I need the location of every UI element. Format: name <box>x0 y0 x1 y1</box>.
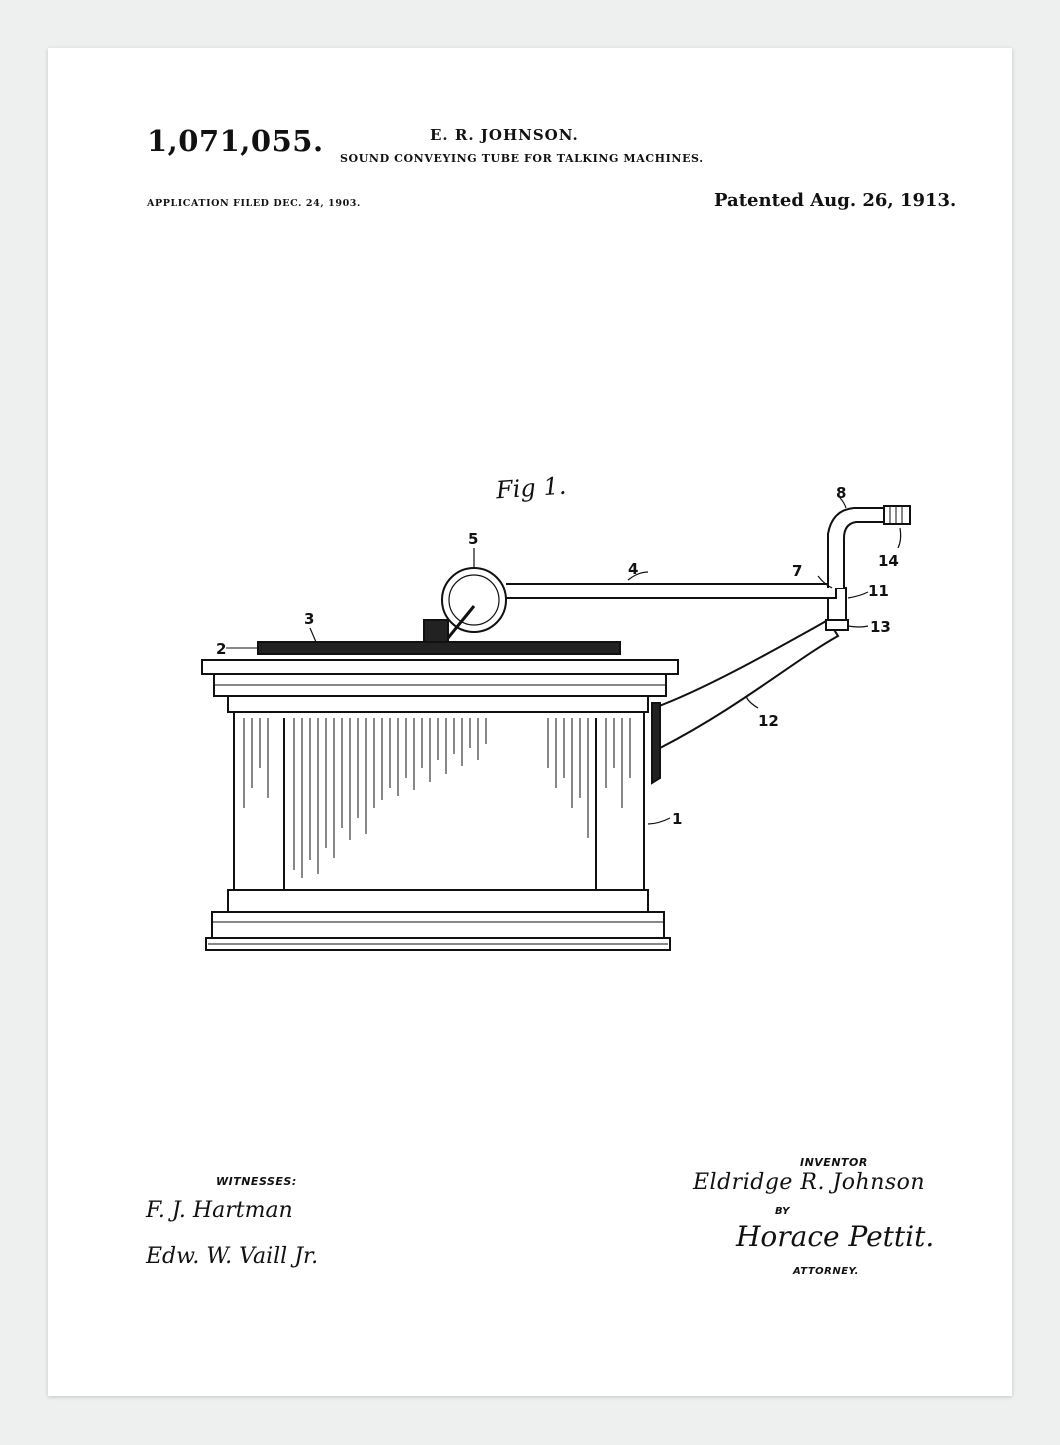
ref-numeral-11: 11 <box>868 582 889 600</box>
cabinet-body <box>234 712 644 890</box>
ref-numeral-2: 2 <box>216 640 227 658</box>
ref-numeral-13: 13 <box>870 618 891 636</box>
support-arm <box>654 620 838 748</box>
ref-numeral-4: 4 <box>628 560 639 578</box>
patent-number: 1,071,055. <box>147 124 324 158</box>
ref-numeral-5: 5 <box>468 530 479 548</box>
attorney-caption: ATTORNEY. <box>793 1266 859 1277</box>
ref-numeral-8: 8 <box>836 484 847 502</box>
ref-numeral-12: 12 <box>758 712 779 730</box>
ref-numeral-1: 1 <box>672 810 683 828</box>
inventor-heading: E. R. JOHNSON. <box>430 126 579 144</box>
application-filed: APPLICATION FILED DEC. 24, 1903. <box>147 198 361 209</box>
attorney-signature: Horace Pettit. <box>736 1220 935 1253</box>
by-caption: BY <box>775 1206 790 1217</box>
figure-label: Fig 1. <box>495 471 568 505</box>
witness-signature-1: F. J. Hartman <box>146 1198 293 1223</box>
inventor-signature: Eldridge R. Johnson <box>693 1170 926 1195</box>
inventor-caption: INVENTOR <box>800 1156 868 1169</box>
patent-sheet <box>48 48 1012 1396</box>
ref-numeral-14: 14 <box>878 552 899 570</box>
ref-numeral-3: 3 <box>304 610 315 628</box>
witness-signature-2: Edw. W. Vaill Jr. <box>146 1244 319 1269</box>
ref-numeral-7: 7 <box>792 562 803 580</box>
patent-title: SOUND CONVEYING TUBE FOR TALKING MACHINES. <box>340 152 704 165</box>
tone-arm <box>506 584 836 598</box>
turntable-platter <box>258 642 620 654</box>
patented-date: Patented Aug. 26, 1913. <box>714 190 957 211</box>
witnesses-caption: WITNESSES: <box>216 1175 297 1188</box>
